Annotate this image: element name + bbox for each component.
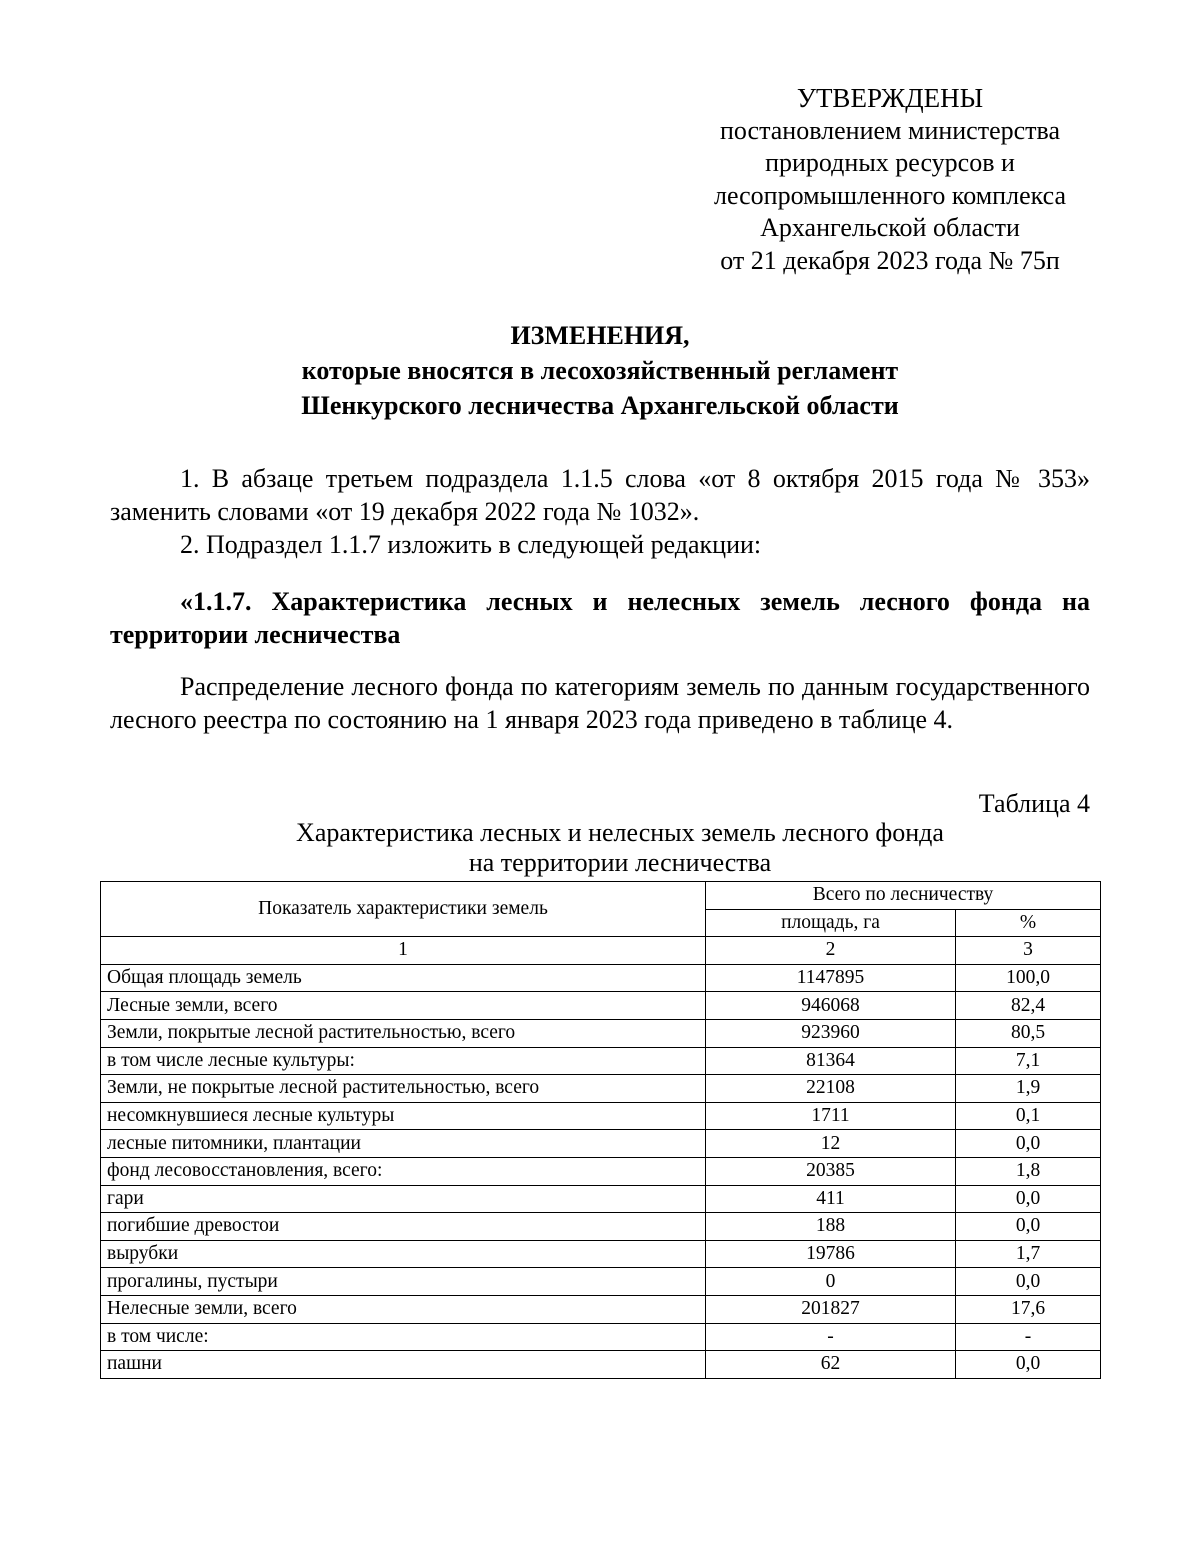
row-percent: 82,4 [956, 992, 1101, 1020]
row-name: в том числе: [101, 1323, 706, 1351]
land-characteristics-table [100, 881, 1101, 1379]
table-row [101, 1213, 1101, 1241]
row-area: 411 [706, 1185, 956, 1213]
row-percent: 1,9 [956, 1075, 1101, 1103]
table-row [101, 1075, 1101, 1103]
row-area: 22108 [706, 1075, 956, 1103]
row-percent: 7,1 [956, 1047, 1101, 1075]
row-percent: - [956, 1323, 1101, 1351]
row-name: Земли, не покрытые лесной растительностью, всего [101, 1075, 706, 1103]
row-percent: 1,8 [956, 1157, 1101, 1185]
header-total: Всего по лесничеству [706, 882, 1101, 910]
row-name: лесные питомники, плантации [101, 1130, 706, 1158]
row-area: 12 [706, 1130, 956, 1158]
row-percent: 0,0 [956, 1130, 1101, 1158]
table-row [101, 1019, 1101, 1047]
row-area: 946068 [706, 992, 956, 1020]
row-area: 0 [706, 1268, 956, 1296]
row-name: фонд лесовосстановления, всего: [101, 1157, 706, 1185]
document-title [110, 318, 1090, 423]
row-percent: 0,0 [956, 1213, 1101, 1241]
column-number: 3 [956, 937, 1101, 965]
row-area: 201827 [706, 1295, 956, 1323]
table-row [101, 1295, 1101, 1323]
row-area: 923960 [706, 1019, 956, 1047]
row-percent: 0,0 [956, 1185, 1101, 1213]
table-row [101, 1157, 1101, 1185]
row-name: вырубки [101, 1240, 706, 1268]
row-area: 62 [706, 1351, 956, 1379]
table-row [101, 992, 1101, 1020]
approval-line: лесопромышленного комплекса [713, 180, 1066, 210]
table-caption-line-2: на территории лесничества [468, 848, 772, 877]
title-line-3: Шенкурского лесничества Архангельской области [301, 391, 899, 420]
row-name: гари [101, 1185, 706, 1213]
table-row [101, 1323, 1101, 1351]
section-heading: «1.1.7. Характеристика лесных и нелесных земель лесного фонда на территории лесничества [110, 587, 1090, 649]
paragraph-2: 2. Подраздел 1.1.7 изложить в следующей редакции: [180, 530, 762, 559]
row-percent: 0,0 [956, 1268, 1101, 1296]
row-percent: 0,0 [956, 1351, 1101, 1379]
row-name: прогалины, пустыри [101, 1268, 706, 1296]
column-number: 1 [101, 937, 706, 965]
row-name: Общая площадь земель [101, 964, 706, 992]
row-percent: 100,0 [956, 964, 1101, 992]
header-indicator: Показатель характеристики земель [101, 882, 706, 937]
row-area: 188 [706, 1213, 956, 1241]
paragraph-3: Распределение лесного фонда по категориям земель по данным государственного лесного реестра по состоянию на 1 января 2023 года приведено в таблице 4. [110, 672, 1090, 734]
table-row [101, 1047, 1101, 1075]
header-area: площадь, га [706, 909, 956, 937]
row-area: 1711 [706, 1102, 956, 1130]
row-area: 81364 [706, 1047, 956, 1075]
row-percent: 80,5 [956, 1019, 1101, 1047]
table-label: Таблица 4 [978, 789, 1090, 818]
row-area: 20385 [706, 1157, 956, 1185]
table-row [101, 1268, 1101, 1296]
row-area: - [706, 1323, 956, 1351]
row-name: несомкнувшиеся лесные культуры [101, 1102, 706, 1130]
row-percent: 1,7 [956, 1240, 1101, 1268]
row-area: 19786 [706, 1240, 956, 1268]
paragraph-1: 1. В абзаце третьем подраздела 1.1.5 слова «от 8 октября 2015 года № 353» заменить словами «от 19 декабря 2022 года № 1032». [110, 464, 1090, 526]
row-name: Земли, покрытые лесной растительностью, всего [101, 1019, 706, 1047]
row-percent: 0,1 [956, 1102, 1101, 1130]
title-line-1: ИЗМЕНЕНИЯ, [510, 321, 690, 350]
approval-heading: УТВЕРЖДЕНЫ [796, 83, 984, 113]
row-name: Лесные земли, всего [101, 992, 706, 1020]
approval-block [690, 82, 1090, 277]
table-row [101, 964, 1101, 992]
table-row [101, 1185, 1101, 1213]
approval-line: постановлением министерства [719, 115, 1061, 145]
column-number: 2 [706, 937, 956, 965]
title-line-2: которые вносятся в лесохозяйственный регламент [301, 356, 899, 385]
table-row [101, 1351, 1101, 1379]
row-name: Нелесные земли, всего [101, 1295, 706, 1323]
row-area: 1147895 [706, 964, 956, 992]
approval-line: природных ресурсов и [765, 148, 1015, 177]
table-caption-line-1: Характеристика лесных и нелесных земель лесного фонда [296, 818, 944, 847]
approval-line: Архангельской области [760, 213, 1020, 242]
row-name: в том числе лесные культуры: [101, 1047, 706, 1075]
table-caption [110, 818, 1130, 878]
table-row [101, 1130, 1101, 1158]
column-numbers-row [101, 937, 1101, 965]
row-name: погибшие древостои [101, 1213, 706, 1241]
row-name: пашни [101, 1351, 706, 1379]
header-percent: % [956, 909, 1101, 937]
approval-line: от 21 декабря 2023 года № 75п [720, 245, 1060, 275]
table-row [101, 1240, 1101, 1268]
table-row [101, 1102, 1101, 1130]
row-percent: 17,6 [956, 1295, 1101, 1323]
